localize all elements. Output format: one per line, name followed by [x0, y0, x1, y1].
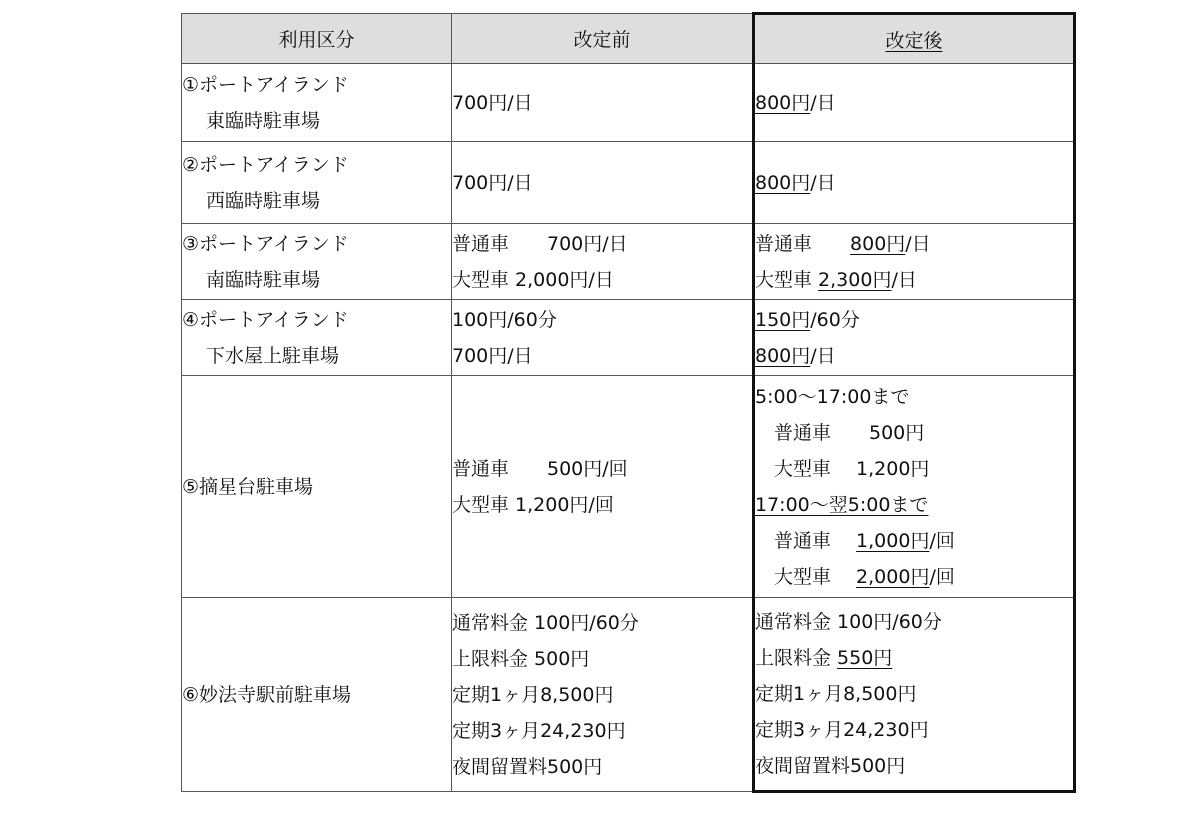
fee-text: /日 [905, 232, 931, 255]
table-row [182, 142, 1075, 224]
header-row [182, 14, 1075, 64]
fee-after-line [755, 604, 1073, 640]
fee-after-line [755, 748, 1073, 784]
revised-fee-text: 800円 [755, 344, 811, 367]
fee-text: /日 [891, 268, 917, 291]
table-row [182, 598, 1075, 792]
fee-text: 上限料金 [755, 647, 838, 669]
facility-name-line: ⑤摘星台駐車場 [182, 475, 314, 498]
fee-after-line [755, 165, 1073, 201]
fee-text: 夜間留置料500円 [755, 755, 906, 777]
fee-before-line: 700円/日 [452, 171, 533, 194]
fee-after-cell [754, 376, 1075, 598]
fee-text: 通常料金 100円/60分 [755, 611, 942, 633]
fee-text: 5:00～17:00まで [755, 385, 910, 408]
fee-text: 大型車 1,200円 [755, 457, 930, 480]
fee-after-line [755, 302, 1073, 338]
fee-before-line: 普通車 700円/日 [452, 232, 628, 255]
fee-before-cell [452, 142, 754, 224]
fee-before-cell [452, 224, 754, 300]
facility-name-line: ⑥妙法寺駅前駐車場 [182, 683, 352, 706]
fee-after-cell [754, 64, 1075, 142]
header-category: 利用区分 [182, 14, 452, 64]
fee-text: 定期1ヶ月8,500円 [755, 683, 917, 705]
fee-after-line [755, 85, 1073, 121]
fee-before-line: 普通車 500円/回 [452, 457, 628, 480]
fee-before-line: 100円/60分 [452, 308, 557, 331]
revised-fee-text: 800円 [755, 91, 811, 114]
fee-after-line [755, 226, 1073, 262]
fee-after-line [755, 712, 1073, 748]
fee-after-line [755, 640, 1073, 676]
revised-fee-text: 1,000円 [856, 529, 930, 552]
fee-after-line [755, 487, 1073, 523]
fee-after-line [755, 262, 1073, 298]
revised-fee-text: 550円 [837, 647, 893, 669]
fee-text: 大型車 [755, 268, 819, 291]
fee-after-cell [754, 224, 1075, 300]
table-body [182, 64, 1075, 792]
fee-after-line [755, 559, 1073, 595]
fee-text: 定期3ヶ月24,230円 [755, 719, 929, 741]
fee-before-line: 700円/日 [452, 91, 533, 114]
table-row [182, 300, 1075, 376]
fee-before-cell [452, 376, 754, 598]
fee-before-cell [452, 300, 754, 376]
facility-name-line: ①ポートアイランド [182, 73, 349, 96]
fee-before-line: 大型車 1,200円/回 [452, 493, 614, 516]
fee-after-cell [754, 598, 1075, 792]
parking-fee-table [181, 12, 1076, 793]
fee-before-cell [452, 598, 754, 792]
revised-fee-text: 17:00～翌5:00まで [755, 493, 929, 516]
fee-text: 大型車 [755, 565, 857, 588]
revised-fee-text: 150円 [755, 308, 811, 331]
fee-before-cell [452, 64, 754, 142]
facility-name-line: 西臨時駐車場 [206, 189, 321, 212]
fee-after-line [755, 676, 1073, 712]
fee-text: /日 [810, 344, 836, 367]
revised-fee-text: 2,000円 [856, 565, 930, 588]
fee-before-line: 定期1ヶ月8,500円 [452, 683, 614, 706]
fee-text: 普通車 [755, 529, 857, 552]
fee-before-line: 定期3ヶ月24,230円 [452, 719, 626, 742]
header-after: 改定後 [754, 14, 1075, 64]
header-before: 改定前 [452, 14, 754, 64]
fee-before-line: 夜間留置料500円 [452, 755, 603, 778]
fee-before-line: 大型車 2,000円/日 [452, 268, 614, 291]
fee-text: /回 [929, 565, 955, 588]
fee-after-cell [754, 142, 1075, 224]
fee-text: /日 [810, 91, 836, 114]
facility-name-cell [182, 64, 452, 142]
fee-before-line: 700円/日 [452, 344, 533, 367]
fee-after-line [755, 523, 1073, 559]
facility-name-line: ③ポートアイランド [182, 232, 349, 255]
fee-after-line [755, 338, 1073, 374]
fee-text: 普通車 500円 [755, 421, 925, 444]
facility-name-line: ④ポートアイランド [182, 308, 349, 331]
fee-after-line [755, 451, 1073, 487]
facility-name-cell [182, 598, 452, 792]
facility-name-cell [182, 142, 452, 224]
table-row [182, 64, 1075, 142]
fee-text: /日 [810, 171, 836, 194]
fee-text: /回 [929, 529, 955, 552]
facility-name-line: 下水屋上駐車場 [206, 344, 340, 367]
facility-name-line: 東臨時駐車場 [206, 109, 321, 132]
fee-before-line: 上限料金 500円 [452, 647, 590, 670]
fee-text: 普通車 [755, 232, 851, 255]
fee-before-line: 通常料金 100円/60分 [452, 611, 639, 634]
revised-fee-text: 2,300円 [818, 268, 892, 291]
fee-after-line [755, 415, 1073, 451]
facility-name-line: ②ポートアイランド [182, 153, 349, 176]
fee-after-line [755, 379, 1073, 415]
facility-name-cell [182, 300, 452, 376]
facility-name-line: 南臨時駐車場 [206, 268, 321, 291]
fee-after-cell [754, 300, 1075, 376]
fee-text: /60分 [810, 308, 860, 331]
revised-fee-text: 800円 [850, 232, 906, 255]
facility-name-cell [182, 376, 452, 598]
revised-fee-text: 800円 [755, 171, 811, 194]
table-row [182, 224, 1075, 300]
facility-name-cell [182, 224, 452, 300]
table-row [182, 376, 1075, 598]
